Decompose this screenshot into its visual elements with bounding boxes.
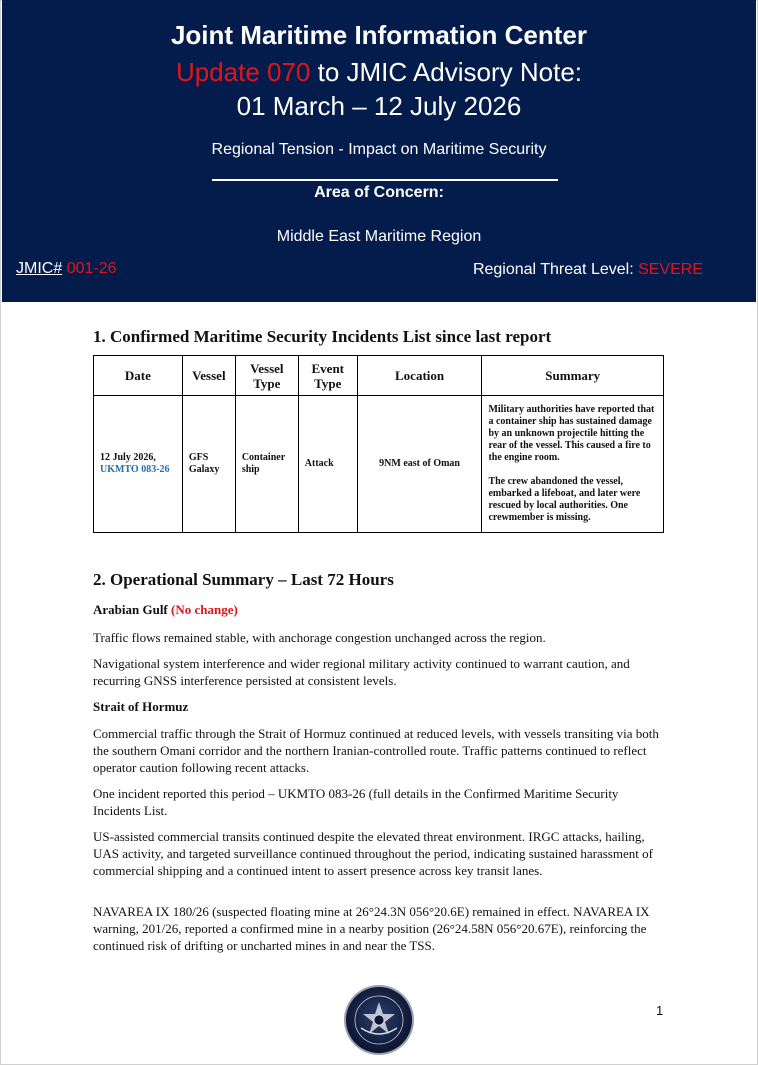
page-number: 1 bbox=[656, 1003, 664, 1018]
arabian-gulf-paragraph-2: Navigational system interference and wider regional military activity continued to warrant caution, and recurring GNSS interference persisted at consistent levels. bbox=[93, 656, 630, 688]
section2-heading: 2. Operational Summary – Last 72 Hours bbox=[93, 570, 394, 589]
column-header-vessel: Vessel bbox=[182, 356, 235, 396]
table-row bbox=[94, 396, 664, 533]
column-header-summary: Summary bbox=[482, 356, 664, 396]
update-line bbox=[2, 55, 756, 89]
cell-summary bbox=[482, 396, 664, 533]
header-divider bbox=[212, 179, 558, 181]
jmic-seal-icon bbox=[343, 984, 415, 1056]
column-header-vessel-type: Vessel Type bbox=[235, 356, 298, 396]
incidents-table bbox=[93, 355, 664, 533]
strait-of-hormuz-heading: Strait of Hormuz bbox=[93, 699, 189, 714]
ukmto-reference-link[interactable]: UKMTO 083-26 bbox=[100, 464, 170, 475]
arabian-gulf-status: (No change) bbox=[171, 602, 238, 617]
update-label: Update 070 bbox=[175, 57, 311, 87]
hormuz-paragraph-4: NAVAREA IX 180/26 (suspected floating mine at 26°24.3N 056°20.6E) remained in effect. NAVAREA IX warning, 201/26, reported a confirmed mine in a nearby position (26°24.58N 056°20.67E), reinforcing the continued risk of drifting or uncharted mines in and near the TSS. bbox=[93, 904, 650, 953]
jmic-number: 001-26 bbox=[66, 260, 117, 277]
column-header-location: Location bbox=[357, 356, 482, 396]
hormuz-paragraph-1: Commercial traffic through the Strait of Hormuz continued at reduced levels, with vessels transiting via both the southern Omani corridor and the northern Iranian-controlled route. Traffic patterns continued to reflect operator caution following recent attacks. bbox=[93, 726, 659, 775]
summary-paragraph: Military authorities have reported that a container ship has sustained damage by an unknown projectile hitting the rear of the vessel. This caused a fire to the engine room. bbox=[488, 404, 655, 463]
page-title: Joint Maritime Information Center bbox=[170, 20, 588, 50]
threat-level bbox=[473, 260, 703, 280]
cell-vessel: GFS Galaxy bbox=[182, 396, 235, 533]
section1-heading: 1. Confirmed Maritime Security Incidents List since last report bbox=[93, 327, 552, 346]
column-header-event-type: Event Type bbox=[298, 356, 357, 396]
column-header-date: Date bbox=[94, 356, 183, 396]
arabian-gulf-title: Arabian Gulf bbox=[93, 602, 172, 617]
area-of-concern-label: Area of Concern: bbox=[314, 184, 444, 201]
arabian-gulf-heading bbox=[93, 601, 668, 618]
threat-value: SEVERE bbox=[638, 261, 703, 278]
hormuz-paragraph-3: US-assisted commercial transits continued despite the elevated threat environment. IRGC attacks, hailing, UAS activity, and targeted surveillance continued throughout the period, indicating sustained harassment of commercial shipping and a continued intent to assert presence across key transit lanes. bbox=[93, 829, 653, 878]
jmic-label: JMIC# bbox=[16, 260, 63, 277]
cell-location: 9NM east of Oman bbox=[357, 396, 482, 533]
summary-paragraph: The crew abandoned the vessel, embarked a lifeboat, and later were rescued by local authorities. One crewmember is missing. bbox=[488, 476, 641, 523]
update-suffix: to JMIC Advisory Note: bbox=[310, 57, 583, 87]
date-range: 01 March – 12 July 2026 bbox=[236, 91, 522, 121]
incident-date: 12 July 2026, bbox=[100, 452, 156, 463]
region-name: Middle East Maritime Region bbox=[276, 228, 482, 245]
subtitle: Regional Tension - Impact on Maritime Security bbox=[211, 141, 547, 158]
arabian-gulf-paragraph-1: Traffic flows remained stable, with anchorage congestion unchanged across the region. bbox=[93, 630, 546, 645]
table-header-row bbox=[94, 356, 664, 396]
cell-vessel-type: Container ship bbox=[235, 396, 298, 533]
jmic-reference bbox=[16, 259, 117, 279]
cell-date bbox=[94, 396, 183, 533]
header-banner bbox=[2, 0, 756, 302]
hormuz-paragraph-2: One incident reported this period – UKMTO 083-26 (full details in the Confirmed Maritime Security Incidents List. bbox=[93, 786, 619, 818]
threat-label: Regional Threat Level: bbox=[472, 261, 639, 278]
cell-event-type: Attack bbox=[298, 396, 357, 533]
